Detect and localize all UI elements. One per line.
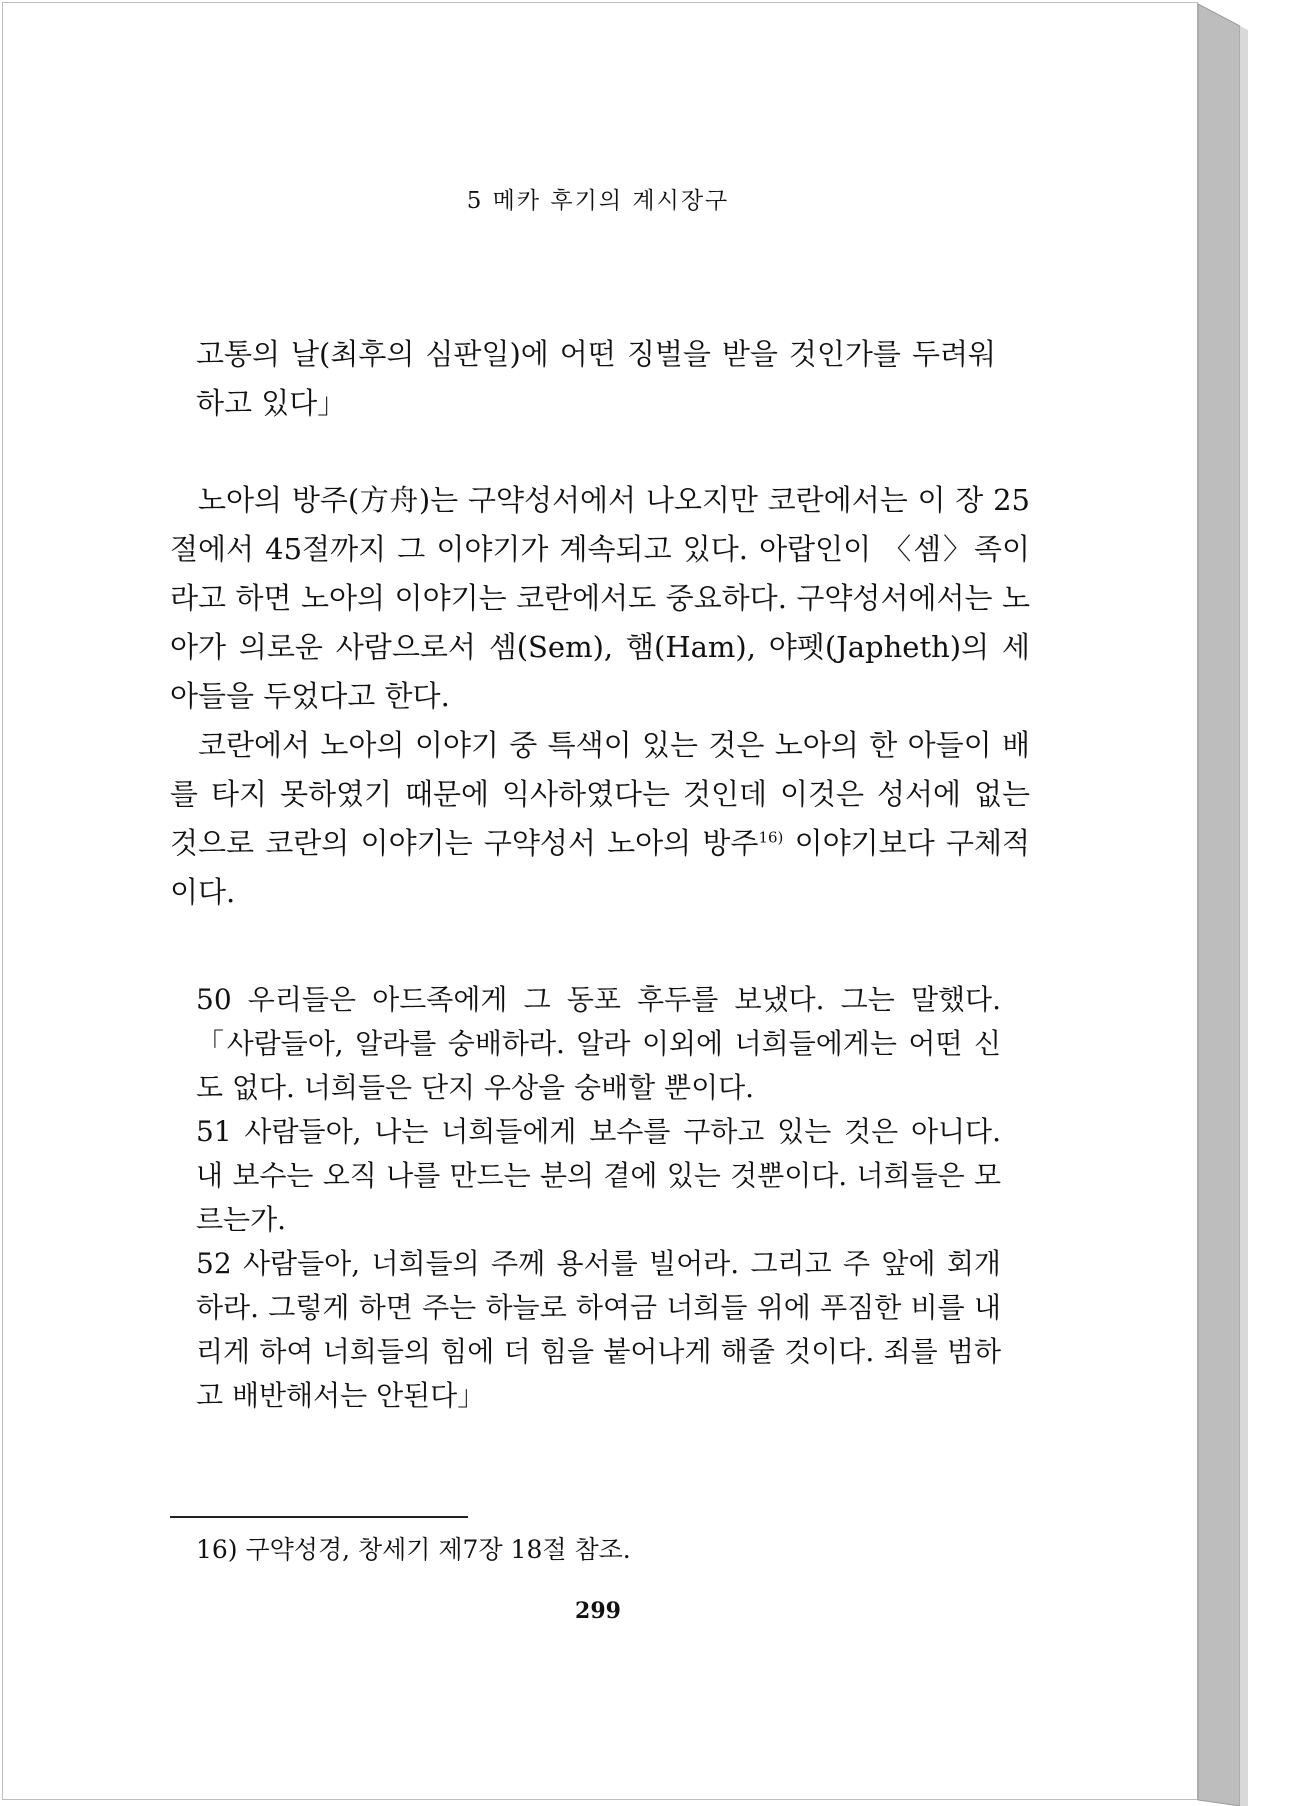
paragraph-1: 노아의 방주(方舟)는 구약성서에서 나오지만 코란에서는 이 장 25절에서 45절까지 그 이야기가 계속되고 있다. 아랍인이 〈셈〉족이라고 하면 노아의 이야기는 코란에서도 중요하다. 구약성서에서는 노아가 의로운 사람으로서 셈(Sem), 햄(Ham), 야펫(Japheth)의 세 아들을 두었다고 한다. [170, 483, 1030, 713]
page-number: 299 [575, 1598, 621, 1624]
footnote: 16) 구약성경, 창세기 제7장 18절 참조. [196, 1535, 631, 1564]
commentary [170, 476, 1030, 917]
footnote-ref: 16) [758, 828, 784, 847]
paragraph-2-text-end: 이야기보다 구체적이다. [170, 826, 1030, 909]
running-head: 5 메카 후기의 계시장구 [466, 188, 730, 214]
continued-verse-text [196, 330, 996, 428]
verse-50: 50 우리들은 아드족에게 그 동포 후두를 보냈다. 그는 말했다. 「사람들아, 알라를 숭배하라. 알라 이외에 너희들에게는 어떤 신도 없다. 너희들은 단지 우상을 숭배할 뿐이다. [196, 983, 1001, 1104]
verse-list [196, 978, 1001, 1418]
verse-52: 52 사람들아, 너희들의 주께 용서를 빌어라. 그리고 주 앞에 회개하라. 그렇게 하면 주는 하늘로 하여금 너희들 위에 푸짐한 비를 내리게 하여 너희들의 힘에 더 힘을 붙어나게 해줄 것이다. 죄를 범하고 배반해서는 안된다」 [196, 1247, 1001, 1412]
paragraph-2-text: 코란에서 노아의 이야기 중 특색이 있는 것은 노아의 한 아들이 배를 타지 못하였기 때문에 익사하였다는 것인데 이것은 성서에 없는 것으로 코란의 이야기는 구약성서 노아의 방주 [170, 728, 1030, 860]
paragraph-2 [170, 721, 1030, 917]
continued-verse: 고통의 날(최후의 심판일)에 어떤 징벌을 받을 것인가를 두려워하고 있다」 [196, 337, 996, 420]
verse-51: 51 사람들아, 나는 너희들에게 보수를 구하고 있는 것은 아니다. 내 보수는 오직 나를 만드는 분의 곁에 있는 것뿐이다. 너희들은 모르는가. [196, 1115, 1001, 1236]
footnote-divider [170, 1516, 468, 1518]
